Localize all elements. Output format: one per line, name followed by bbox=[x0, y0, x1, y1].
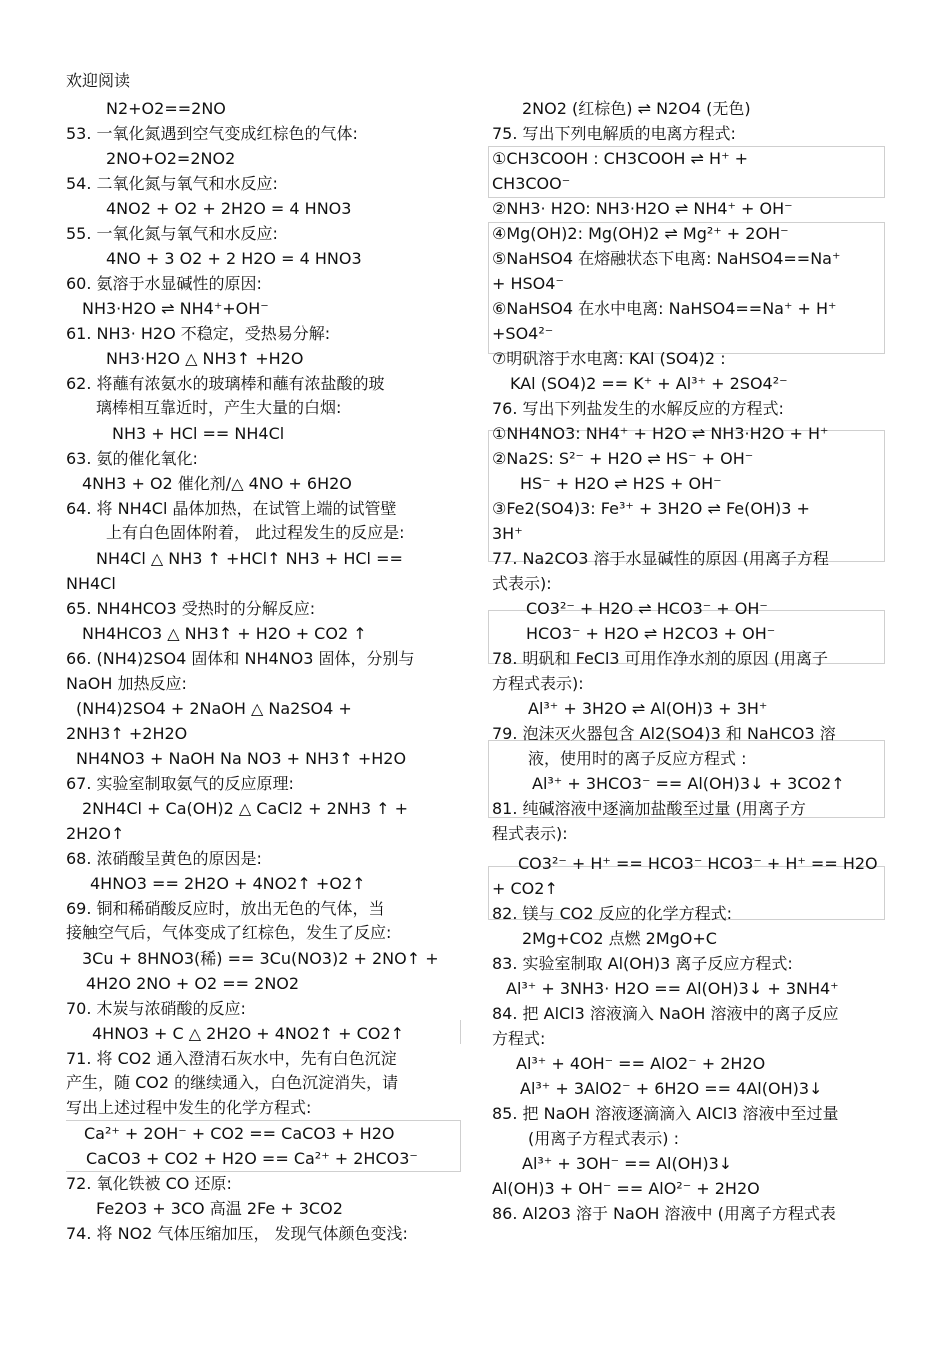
right-line: + CO2↑ bbox=[492, 879, 558, 898]
charcoal-frame bbox=[66, 1020, 461, 1044]
left-line: 写出上述过程中发生的化学方程式: bbox=[66, 1098, 312, 1117]
co2-lime-frame bbox=[66, 1120, 461, 1172]
left-line: N2+O2==2NO bbox=[106, 99, 226, 118]
right-line: 81. 纯碱溶液中逐滴加盐酸至过量 (用离子方 bbox=[492, 799, 806, 818]
left-line: 3Cu + 8HNO3(稀) == 3Cu(NO3)2 + 2NO↑ + bbox=[82, 949, 439, 968]
right-line: Al³⁺ + 3AlO2⁻ + 6H2O == 4Al(OH)3↓ bbox=[520, 1079, 823, 1098]
right-line: ⑤NaHSO4 在熔融状态下电离: NaHSO4==Na⁺ bbox=[492, 249, 841, 268]
left-line: 4H2O 2NO + O2 == 2NO2 bbox=[86, 974, 300, 993]
right-line: CO3²⁻ + H2O ⇌ HCO3⁻ + OH⁻ bbox=[526, 599, 768, 618]
left-line: 2NH4Cl + Ca(OH)2 △ CaCl2 + 2NH3 ↑ + bbox=[82, 799, 408, 818]
left-line: NH4Cl bbox=[66, 574, 116, 593]
left-line: 4NH3 + O2 催化剂/△ 4NO + 6H2O bbox=[82, 474, 352, 493]
left-line: NaOH 加热反应: bbox=[66, 674, 187, 693]
right-line: 程式表示): bbox=[492, 824, 568, 843]
right-line: Al³⁺ + 4OH⁻ == AlO2⁻ + 2H2O bbox=[516, 1054, 766, 1073]
right-line: ③Fe2(SO4)3: Fe³⁺ + 3H2O ⇌ Fe(OH)3 + bbox=[492, 499, 810, 518]
left-line: NH3 + HCl == NH4Cl bbox=[112, 424, 285, 443]
left-line: 72. 氧化铁被 CO 还原: bbox=[66, 1174, 232, 1193]
left-line: 68. 浓硝酸呈黄色的原因是: bbox=[66, 849, 262, 868]
right-line: 83. 实验室制取 Al(OH)3 离子反应方程式: bbox=[492, 954, 793, 973]
left-line: 上有白色固体附着， 此过程发生的反应是: bbox=[106, 523, 405, 542]
right-line: 84. 把 AlCl3 溶液滴入 NaOH 溶液中的离子反应 bbox=[492, 1004, 839, 1023]
right-line: 2Mg+CO2 点燃 2MgO+C bbox=[522, 929, 717, 948]
left-line: 2NO+O2=2NO2 bbox=[106, 149, 236, 168]
right-line: CH3COO⁻ bbox=[492, 174, 571, 193]
right-line: 方程式表示): bbox=[492, 674, 584, 693]
left-line: 2NH3↑ +2H2O bbox=[66, 724, 188, 743]
right-line: 液，使用时的离子反应方程式 : bbox=[528, 749, 747, 768]
right-line: ①CH3COOH : CH3COOH ⇌ H⁺ + bbox=[492, 149, 748, 168]
left-line: 70. 木炭与浓硝酸的反应: bbox=[66, 999, 246, 1018]
left-line: 71. 将 CO2 通入澄清石灰水中，先有白色沉淀 bbox=[66, 1049, 397, 1068]
right-line: 75. 写出下列电解质的电离方程式: bbox=[492, 124, 736, 143]
left-line: 接触空气后，气体变成了红棕色，发生了反应: bbox=[66, 923, 392, 942]
right-line: HCO3⁻ + H2O ⇌ H2CO3 + OH⁻ bbox=[526, 624, 776, 643]
right-line: 式表示): bbox=[492, 574, 552, 593]
left-line: CaCO3 + CO2 + H2O == Ca²⁺ + 2HCO3⁻ bbox=[86, 1149, 418, 1168]
right-line: HS⁻ + H2O ⇌ H2S + OH⁻ bbox=[520, 474, 722, 493]
right-line: 方程式: bbox=[492, 1029, 546, 1048]
right-line: 79. 泡沫灭火器包含 Al2(SO4)3 和 NaHCO3 溶 bbox=[492, 724, 836, 743]
right-line: Al³⁺ + 3HCO3⁻ == Al(OH)3↓ + 3CO2↑ bbox=[532, 774, 845, 793]
right-line: ⑦明矾溶于水电离: KAl (SO4)2 : bbox=[492, 349, 726, 368]
left-line: 4NO + 3 O2 + 2 H2O = 4 HNO3 bbox=[106, 249, 362, 268]
left-line: 4HNO3 == 2H2O + 4NO2↑ +O2↑ bbox=[90, 874, 366, 893]
left-line: 53. 一氧化氮遇到空气变成红棕色的气体: bbox=[66, 124, 358, 143]
right-line: 78. 明矾和 FeCl3 可用作净水剂的原因 (用离子 bbox=[492, 649, 829, 668]
left-line: 67. 实验室制取氨气的反应原理: bbox=[66, 774, 294, 793]
right-line: ②NH3· H2O: NH3·H2O ⇌ NH4⁺ + OH⁻ bbox=[492, 199, 793, 218]
left-line: NH4Cl △ NH3 ↑ +HCl↑ NH3 + HCl == bbox=[96, 549, 403, 568]
left-line: 69. 铜和稀硝酸反应时，放出无色的气体，当 bbox=[66, 899, 385, 918]
left-line: NH4HCO3 △ NH3↑ + H2O + CO2 ↑ bbox=[82, 624, 367, 643]
left-line: NH3·H2O △ NH3↑ +H2O bbox=[106, 349, 304, 368]
left-line: 4HNO3 + C △ 2H2O + 4NO2↑ + CO2↑ bbox=[92, 1024, 404, 1043]
right-line: ⑥NaHSO4 在水中电离: NaHSO4==Na⁺ + H⁺ bbox=[492, 299, 837, 318]
left-line: 55. 一氧化氮与氧气和水反应: bbox=[66, 224, 278, 243]
right-line: Al³⁺ + 3NH3· H2O == Al(OH)3↓ + 3NH4⁺ bbox=[506, 979, 839, 998]
left-line: 62. 将蘸有浓氨水的玻璃棒和蘸有浓盐酸的玻 bbox=[66, 374, 385, 393]
right-line: + HSO4⁻ bbox=[492, 274, 564, 293]
right-line: ①NH4NO3: NH4⁺ + H2O ⇌ NH3·H2O + H⁺ bbox=[492, 424, 829, 443]
right-line: +SO4²⁻ bbox=[492, 324, 554, 343]
left-line: 璃棒相互靠近时，产生大量的白烟: bbox=[96, 398, 342, 417]
left-line: NH4NO3 + NaOH Na NO3 + NH3↑ +H2O bbox=[76, 749, 407, 768]
left-line: (NH4)2SO4 + 2NaOH △ Na2SO4 + bbox=[76, 699, 352, 718]
right-line: Al³⁺ + 3OH⁻ == Al(OH)3↓ bbox=[522, 1154, 733, 1173]
left-line: 66. (NH4)2SO4 固体和 NH4NO3 固体，分别与 bbox=[66, 649, 415, 668]
left-line: 63. 氨的催化氧化: bbox=[66, 449, 198, 468]
right-line: 77. Na2CO3 溶于水显碱性的原因 (用离子方程 bbox=[492, 549, 829, 568]
left-line: 2H2O↑ bbox=[66, 824, 125, 843]
right-line: 76. 写出下列盐发生的水解反应的方程式: bbox=[492, 399, 784, 418]
right-line: Al(OH)3 + OH⁻ == AlO²⁻ + 2H2O bbox=[492, 1179, 760, 1198]
left-line: 74. 将 NO2 气体压缩加压， 发现气体颜色变浅: bbox=[66, 1224, 408, 1243]
right-line: 3H⁺ bbox=[492, 524, 523, 543]
right-line: 2NO2 (红棕色) ⇌ N2O4 (无色) bbox=[522, 99, 751, 118]
left-line: 65. NH4HCO3 受热时的分解反应: bbox=[66, 599, 316, 618]
right-line: (用离子方程式表示) : bbox=[528, 1129, 679, 1148]
left-line: Ca²⁺ + 2OH⁻ + CO2 == CaCO3 + H2O bbox=[84, 1124, 395, 1143]
left-line: 61. NH3· H2O 不稳定，受热易分解: bbox=[66, 324, 331, 343]
right-line: CO3²⁻ + H⁺ == HCO3⁻ HCO3⁻ + H⁺ == H2O bbox=[518, 854, 878, 873]
left-line: Fe2O3 + 3CO 高温 2Fe + 3CO2 bbox=[96, 1199, 343, 1218]
right-line: KAl (SO4)2 == K⁺ + Al³⁺ + 2SO4²⁻ bbox=[510, 374, 788, 393]
right-line: ④Mg(OH)2: Mg(OH)2 ⇌ Mg²⁺ + 2OH⁻ bbox=[492, 224, 789, 243]
right-line: 82. 镁与 CO2 反应的化学方程式: bbox=[492, 904, 733, 923]
left-line: 60. 氨溶于水显碱性的原因: bbox=[66, 274, 262, 293]
page-header: 欢迎阅读 bbox=[66, 71, 131, 90]
right-line: Al³⁺ + 3H2O ⇌ Al(OH)3 + 3H⁺ bbox=[528, 699, 768, 718]
left-line: 4NO2 + O2 + 2H2O = 4 HNO3 bbox=[106, 199, 352, 218]
left-line: 54. 二氧化氮与氧气和水反应: bbox=[66, 174, 278, 193]
left-line: 产生，随 CO2 的继续通入，白色沉淀消失，请 bbox=[66, 1073, 399, 1092]
left-line: NH3·H2O ⇌ NH4⁺+OH⁻ bbox=[82, 299, 269, 318]
right-line: ②Na2S: S²⁻ + H2O ⇌ HS⁻ + OH⁻ bbox=[492, 449, 754, 468]
left-line: 64. 将 NH4Cl 晶体加热，在试管上端的试管壁 bbox=[66, 499, 397, 518]
right-line: 85. 把 NaOH 溶液逐滴滴入 AlCl3 溶液中至过量 bbox=[492, 1104, 839, 1123]
right-line: 86. Al2O3 溶于 NaOH 溶液中 (用离子方程式表 bbox=[492, 1204, 836, 1223]
